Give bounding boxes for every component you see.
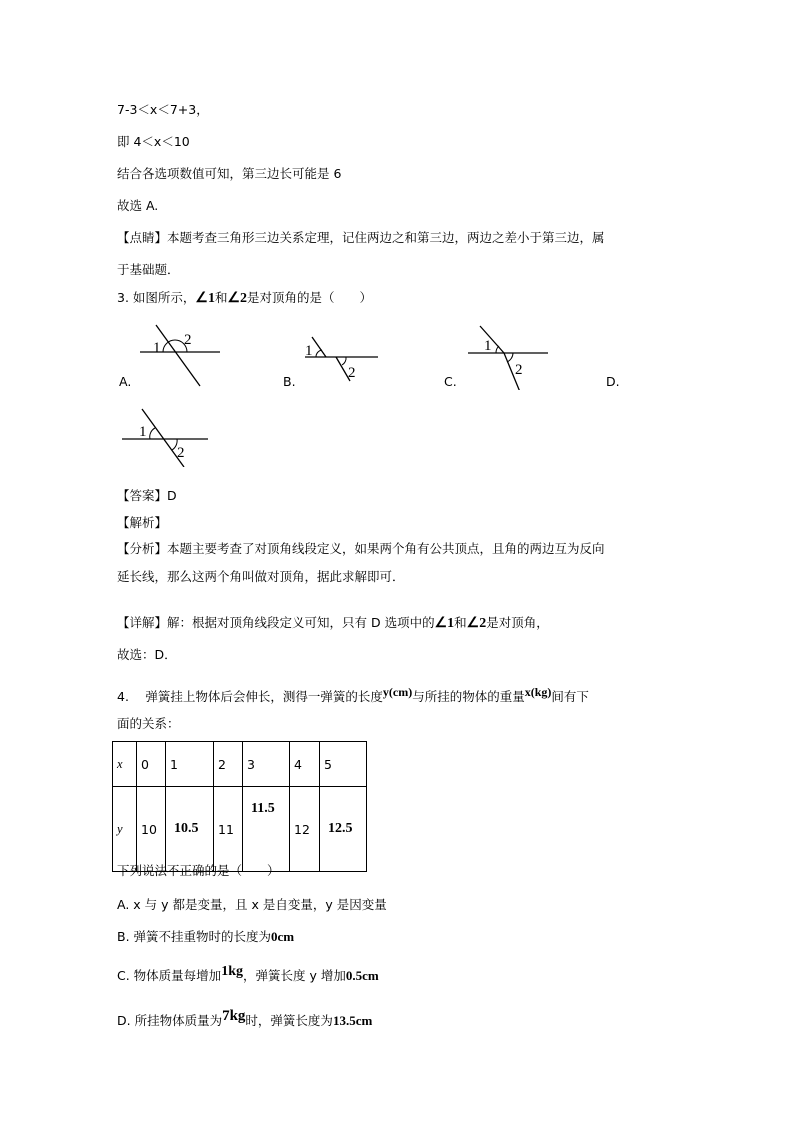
stem-text: 4. 弹簧挂上物体后会伸长，测得一弹簧的长度 [117, 689, 383, 705]
label-1: 1 [139, 424, 147, 440]
figure-c [460, 322, 550, 390]
label-2: 2 [184, 332, 192, 348]
analysis-line: 延长线，那么这两个角叫做对顶角，据此求解即可． [117, 569, 405, 584]
detail-line [117, 615, 549, 632]
option-text: D. 所挂物体质量为 [117, 1013, 223, 1029]
option-text: 时，弹簧长度为 [245, 1013, 333, 1029]
value: 13.5cm [332, 1013, 373, 1029]
y-header: y [113, 787, 137, 872]
label-2: 2 [348, 365, 356, 381]
angle-1: ∠1 [434, 616, 455, 631]
question-3-stem [117, 290, 372, 307]
stem-text: 与所挂的物体的重量 [412, 689, 525, 705]
y-cell: 12 [290, 787, 320, 872]
text-line: 即 4＜x＜10 [117, 134, 190, 149]
option-c-label: C. [444, 374, 457, 389]
x-cell: 0 [137, 742, 166, 787]
detail-text: 和 [454, 615, 467, 630]
option-b [117, 929, 294, 945]
label-2: 2 [177, 445, 185, 461]
x-header: x [113, 742, 137, 787]
label-1: 1 [305, 343, 313, 359]
remark-line: 于基础题． [117, 262, 180, 277]
y-unit: y(cm) [382, 685, 413, 699]
y-cell: 11.5 [243, 787, 290, 872]
prompt: 下列说法不正确的是（ ） [117, 863, 280, 878]
conclusion: 故选：D． [117, 647, 177, 662]
x-cell: 3 [243, 742, 290, 787]
y-cell: 11 [214, 787, 243, 872]
remark-line: 【点睛】本题考查三角形三边关系定理，记住两边之和第三边，两边之差小于第三边，属 [117, 230, 605, 245]
label-2: 2 [515, 362, 523, 378]
option-a-label: A. [119, 374, 132, 389]
figure-d [120, 407, 210, 467]
option-text: C. 物体质量每增加 [117, 968, 222, 984]
option-a: A. x 与 y 都是变量，且 x 是自变量，y 是因变量 [117, 897, 387, 912]
data-table [112, 741, 367, 872]
value: 0.5cm [345, 968, 379, 984]
analysis-line: 【分析】本题主要考查了对顶角线段定义，如果两个角有公共顶点，且角的两边互为反向 [117, 541, 605, 556]
analysis-title: 【解析】 [117, 515, 168, 530]
figure-b [300, 335, 380, 390]
option-text: B. 弹簧不挂重物时的长度为 [117, 929, 272, 944]
text-line: 故选 A. [117, 198, 159, 213]
stem-text: 面的关系： [117, 716, 180, 731]
y-cell: 10.5 [166, 787, 214, 872]
label-1: 1 [153, 340, 161, 356]
x-cell: 4 [290, 742, 320, 787]
y-cell: 12.5 [320, 787, 367, 872]
option-text: ，弹簧长度 y 增加 [242, 968, 346, 984]
text-line: 7-3＜x＜7+3， [117, 102, 209, 117]
figure-a [140, 322, 230, 390]
text-line: 结合各选项数值可知，第三边长可能是 6 [117, 166, 342, 181]
stem-text: 和 [214, 290, 228, 305]
angle-2: ∠2 [466, 616, 487, 631]
option-d [117, 1008, 372, 1029]
option-b-label: B. [283, 374, 296, 389]
angle-1: ∠1 [195, 291, 215, 306]
detail-text: 是对顶角， [486, 615, 549, 630]
value: 7kg [222, 1008, 246, 1024]
value: 1kg [221, 964, 243, 979]
x-unit: x(kg) [524, 685, 552, 699]
angle-2: ∠2 [227, 291, 248, 306]
x-cell: 1 [166, 742, 214, 787]
question-4-stem [117, 684, 589, 705]
value: 0cm [271, 929, 295, 944]
stem-text: 间有下 [551, 689, 589, 705]
label-1: 1 [484, 338, 492, 354]
answer: 【答案】D [117, 488, 177, 503]
x-cell: 2 [214, 742, 243, 787]
option-d-label: D. [606, 374, 620, 389]
y-cell: 10 [137, 787, 166, 872]
detail-text: 【详解】解：根据对顶角线段定义可知，只有 D 选项中的 [117, 615, 435, 630]
x-cell: 5 [320, 742, 367, 787]
stem-text: 是对顶角的是（ ） [247, 290, 373, 305]
option-c [117, 964, 379, 984]
stem-text: 3. 如图所示， [117, 290, 196, 305]
